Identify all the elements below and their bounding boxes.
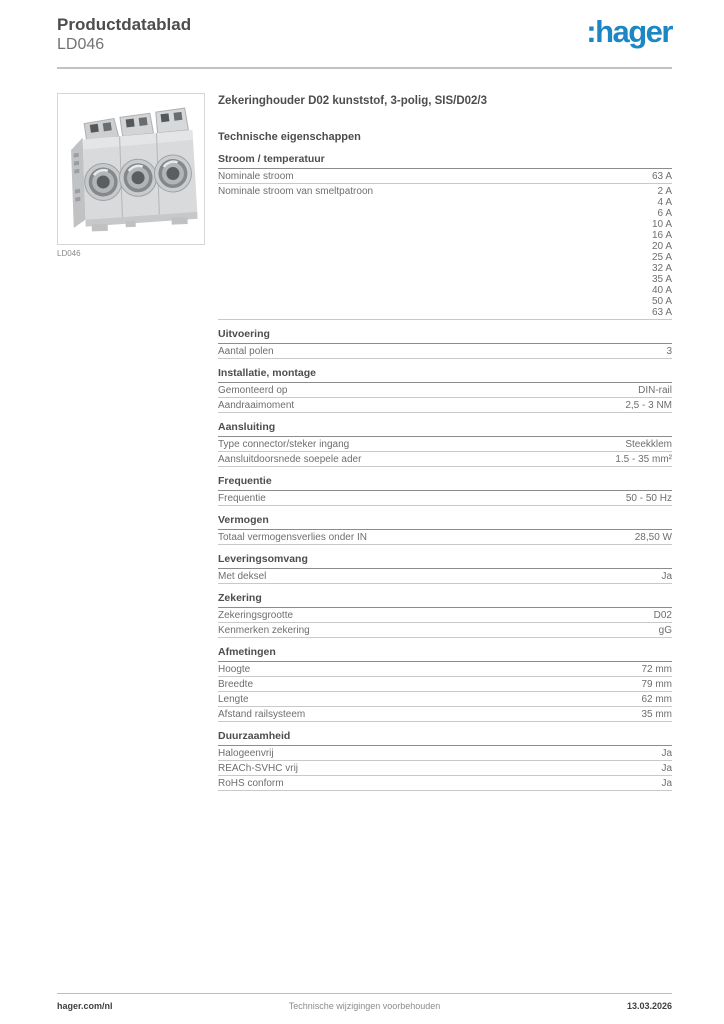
spec-section-title: Leveringsomvang <box>218 553 672 569</box>
spec-value: 40 A <box>651 285 672 296</box>
spec-sections <box>218 153 672 791</box>
footer <box>57 1001 672 1011</box>
spec-value: 2 A <box>657 186 672 197</box>
spec-row <box>218 623 672 638</box>
spec-section-rows <box>218 169 672 320</box>
spec-values <box>666 346 672 357</box>
spec-value: 2,5 - 3 NM <box>625 400 672 411</box>
spec-label: Kenmerken zekering <box>218 625 310 636</box>
spec-value: 35 mm <box>641 709 672 720</box>
spec-values <box>625 400 672 411</box>
spec-label: Gemonteerd op <box>218 385 288 396</box>
spec-value: 4 A <box>657 197 672 208</box>
spec-section-rows <box>218 437 672 467</box>
spec-section-rows <box>218 491 672 506</box>
spec-row <box>218 608 672 623</box>
spec-values <box>661 571 672 582</box>
spec-value: gG <box>658 625 672 636</box>
spec-label: Lengte <box>218 694 249 705</box>
spec-section-rows <box>218 608 672 638</box>
spec-row <box>218 530 672 545</box>
spec-values <box>615 454 672 465</box>
spec-section-title: Vermogen <box>218 514 672 530</box>
spec-row <box>218 569 672 584</box>
spec-section <box>218 553 672 584</box>
spec-section <box>218 153 672 320</box>
header-divider <box>57 67 672 69</box>
spec-value: 62 mm <box>641 694 672 705</box>
spec-section <box>218 421 672 467</box>
spec-section <box>218 592 672 638</box>
product-code: LD046 <box>57 36 105 53</box>
spec-label: RoHS conform <box>218 778 284 789</box>
spec-values <box>661 778 672 789</box>
spec-section <box>218 475 672 506</box>
spec-row <box>218 692 672 707</box>
product-photo <box>58 94 204 244</box>
photo-column <box>57 93 205 791</box>
spec-values <box>626 493 672 504</box>
spec-value: 3 <box>666 346 672 357</box>
hager-logo: :hager <box>586 14 672 49</box>
footer-date: 13.03.2026 <box>626 1001 672 1011</box>
spec-label: Frequentie <box>218 493 266 504</box>
spec-section-title: Uitvoering <box>218 328 672 344</box>
spec-row <box>218 437 672 452</box>
spec-value: Steekklem <box>625 439 672 450</box>
spec-section-title: Afmetingen <box>218 646 672 662</box>
spec-label: Aantal polen <box>218 346 274 357</box>
spec-section-title: Aansluiting <box>218 421 672 437</box>
spec-value: Ja <box>661 748 672 759</box>
spec-label: Breedte <box>218 679 254 690</box>
spec-value: 63 A <box>651 307 672 318</box>
spec-values <box>635 532 672 543</box>
spec-row <box>218 452 672 467</box>
spec-section-rows <box>218 344 672 359</box>
spec-value: 6 A <box>657 208 672 219</box>
spec-values <box>661 748 672 759</box>
spec-values <box>638 385 672 396</box>
spec-values <box>641 694 672 705</box>
spec-label: Nominale stroom <box>218 171 294 182</box>
spec-label: Aansluitdoorsnede soepele ader <box>218 454 362 465</box>
spec-section-rows <box>218 569 672 584</box>
spec-values <box>652 171 672 182</box>
spec-value: DIN-rail <box>638 385 672 396</box>
spec-row <box>218 344 672 359</box>
spec-value: 10 A <box>651 219 672 230</box>
spec-section <box>218 328 672 359</box>
spec-value: 35 A <box>651 274 672 285</box>
spec-label: Halogeenvrij <box>218 748 274 759</box>
spec-values <box>661 763 672 774</box>
spec-value: 63 A <box>651 171 672 182</box>
spec-section-title: Frequentie <box>218 475 672 491</box>
spec-section-title: Duurzaamheid <box>218 730 672 746</box>
footer-divider <box>57 993 672 994</box>
spec-row <box>218 383 672 398</box>
spec-values <box>641 709 672 720</box>
spec-row <box>218 677 672 692</box>
spec-row <box>218 169 672 184</box>
spec-value: Ja <box>661 571 672 582</box>
spec-label: Totaal vermogensverlies onder IN <box>218 532 367 543</box>
spec-values <box>641 664 672 675</box>
photo-caption: LD046 <box>57 249 81 258</box>
product-title: Zekeringhouder D02 kunststof, 3-polig, SIS/D02/3 <box>218 95 488 107</box>
spec-section <box>218 514 672 545</box>
spec-row <box>218 662 672 677</box>
spec-row <box>218 184 672 320</box>
spec-label: Met deksel <box>218 571 267 582</box>
spec-row <box>218 746 672 761</box>
spec-section-rows <box>218 530 672 545</box>
spec-section-title: Zekering <box>218 592 672 608</box>
spec-label: Afstand railsysteem <box>218 709 306 720</box>
spec-label: Nominale stroom van smeltpatroon <box>218 186 374 197</box>
footer-notice: Technische wijzigingen voorbehouden <box>288 1001 441 1011</box>
spec-row <box>218 761 672 776</box>
spec-value: Ja <box>661 778 672 789</box>
spec-column <box>218 93 672 791</box>
spec-section-rows <box>218 746 672 791</box>
spec-value: 16 A <box>651 230 672 241</box>
main-content <box>57 93 672 791</box>
spec-value: 28,50 W <box>634 532 672 543</box>
spec-value: 79 mm <box>641 679 672 690</box>
spec-row <box>218 398 672 413</box>
spec-values <box>652 186 672 318</box>
spec-label: Hoogte <box>218 664 251 675</box>
spec-label: Aandraaimoment <box>218 400 295 411</box>
spec-value: 1.5 - 35 mm² <box>615 454 672 465</box>
spec-value: 32 A <box>651 263 672 274</box>
header <box>57 15 672 54</box>
spec-section <box>218 367 672 413</box>
spec-row <box>218 707 672 722</box>
spec-value: 20 A <box>651 241 672 252</box>
spec-values <box>641 679 672 690</box>
spec-section <box>218 646 672 722</box>
spec-values <box>659 625 672 636</box>
spec-label: Type connector/steker ingang <box>218 439 350 450</box>
spec-value: 72 mm <box>641 664 672 675</box>
spec-label: Zekeringsgrootte <box>218 610 294 621</box>
spec-section-title: Stroom / temperatuur <box>218 153 672 169</box>
spec-row <box>218 776 672 791</box>
spec-value: D02 <box>653 610 672 621</box>
tech-properties-heading: Technische eigenschappen <box>218 131 361 143</box>
spec-label: REACh-SVHC vrij <box>218 763 299 774</box>
spec-section-rows <box>218 662 672 722</box>
spec-section-rows <box>218 383 672 413</box>
spec-value: Ja <box>661 763 672 774</box>
spec-value: 25 A <box>651 252 672 263</box>
document-title: Productdatablad <box>57 15 192 34</box>
spec-row <box>218 491 672 506</box>
spec-section <box>218 730 672 791</box>
footer-website-link[interactable]: hager.com/nl <box>57 1001 113 1011</box>
spec-section-title: Installatie, montage <box>218 367 672 383</box>
product-photo-frame <box>57 93 205 245</box>
spec-values <box>625 439 672 450</box>
spec-values <box>654 610 672 621</box>
spec-value: 50 A <box>651 296 672 307</box>
spec-value: 50 - 50 Hz <box>625 493 672 504</box>
